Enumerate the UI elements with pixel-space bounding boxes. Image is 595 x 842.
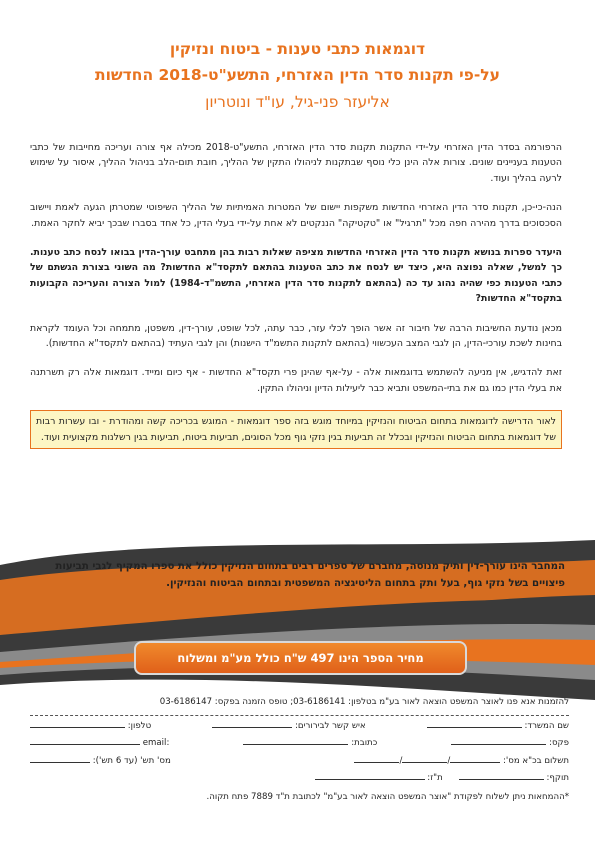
installments-label: מס' תש' (עד 6 תש'): <box>92 755 171 766</box>
paragraph-reform: הרפורמה בסדר הדין האזרחי על-ידי התקנות תקנות סדר הדין האזרחי, התשע"ט-2018 מכילה אף צורה ועריכה מחייבות של כתבי הטענות בעניינים שונים. צורות אלה הינן כלי נוסף שבתקנות לניהולו התקין של ההליך, חובת תום-הלב בניהול ההליך, איסור על שימוש לרעה בהליך ועוד. <box>30 142 562 184</box>
paragraph-goals: הנה-כי-כן, תקנות סדר הדין האזרחי החדשות משקפות יישום של המטרות האמיתיות של ההליך השיפוטי שמטרתן הגעה לאמת ויישוב הסכסוכים בדרך מהירה חפה מכל "תרגיל" או "טקטיקה" הננקטים לא אחת על-ידי בעלי הדין, כל אחד בסברו שבכך יביא לחקר האמת. <box>30 202 562 229</box>
email-label: email: <box>142 738 170 748</box>
id-field[interactable] <box>315 770 425 780</box>
card-field-2[interactable] <box>402 753 447 763</box>
card-label: תשלום בכ"א מס': <box>502 755 569 766</box>
paragraph-importance: מכאן נודעת החשיבות הרבה של חיבור זה אשר הופך לכלי עזר, כבר עתה, לכל שופט, עורך-דין, משפטן, מתמחה וכל העומד לקראת בחינות לשכת עורכי-הדין, הן לגבי המצב העכשווי (בהתאם לתקנות התשמ"ד הישנות) והן לגבי העתיד (בהתאם לתקסד"א החדשות). <box>30 322 562 350</box>
phone-label: טלפון: <box>127 720 152 731</box>
dashed-divider <box>30 715 569 716</box>
checks-note: *ההמחאות ניתן לשלוח לפקודת "אוצר המשפט הוצאה לאור בע"מ" לכתובת ת"ד 7889 פתח תקוה. <box>206 791 569 802</box>
paragraph-questions: היעדר ספרות בנושא תקנות סדר הדין האזרחי החדשות מציפה שאלות רבות בהן מתחבט עורך-הדין בבואו לנסח כתב טענות. כך למשל, שאלה נפוצה היא, כיצד יש לנסח את כתב הטענות בהתאם לתקסד"א החדשות? מה השוני בצורת הגשתם של כתבי הטענות כפי שהיה נהוג עד כה (בהתאם לתקנות סדר הדין האזרחי, התשמ"ד-1984) למול הצורה והעריכה הקבועות בתקסד"א החדשות? <box>30 247 562 305</box>
address-field[interactable] <box>243 735 348 745</box>
card-field-3[interactable] <box>354 753 399 763</box>
card-field-1[interactable] <box>450 753 500 763</box>
order-row-payment <box>30 753 569 771</box>
office-name-field[interactable] <box>427 718 522 728</box>
phone-field[interactable] <box>30 718 125 728</box>
paragraph-emphasis: זאת להדגיש, אין מניעה להשתמש בדוגמאות אלה - על-אף שהינן פרי תקסד"א החדשות - אף כיום ומייד. דוגמאות אלה רק תשרתנה את בעלי הדין כמו גם את בתי-המשפט ותביא כבר ליעילות הדיון וניהולו התקין. <box>30 367 562 394</box>
validity-label: תוקף: <box>546 773 569 783</box>
address-label: כתובת: <box>351 738 378 748</box>
fax-field[interactable] <box>451 735 546 745</box>
fax-label: פקס: <box>549 738 569 748</box>
id-label: ת"ז: <box>427 773 443 783</box>
price-button[interactable]: מחיר הספר הינו 497 ש"ח כולל מע"מ ומשלוח <box>134 641 467 675</box>
order-row-address <box>30 735 569 753</box>
contact-field[interactable] <box>212 718 292 728</box>
validity-field[interactable] <box>459 770 544 780</box>
order-row-name <box>30 718 569 736</box>
slash-separator: / <box>447 755 451 766</box>
contact-label: איש קשר לבירורים: <box>295 720 366 731</box>
slash-separator: / <box>399 755 403 766</box>
office-name-label: שם המשרד: <box>524 720 569 731</box>
author-line: אליעזר פני-גיל, עו"ד ונוטריון <box>205 93 390 111</box>
main-title: דוגמאות כתבי טענות - ביטוח ונזיקין <box>169 40 426 58</box>
order-row-validity <box>30 770 569 788</box>
highlight-box: לאור הדרישה לדוגמאות בתחום הביטוח והנזיקין במיוחד מוגש בזה ספר דוגמאות - המוגש בכריכה קשה ומהודרת - ובו עשרות רבות של דוגמאות בתחום הביטוח והנזיקין ובכלל זה תביעות בגין נזקי גוף מכל הסוגים, תביעות ביטוח, תביעות בגין רשלנות מקצועית ועוד. <box>30 410 562 449</box>
body-text <box>30 140 562 459</box>
author-paragraph: המחבר הינו עורך-דין ותיק מנוסה, מחברם של ספרים רבים בתחום הנזיקין כולל את ספרו המקיף לגבי תביעות פיצויים בשל נזקי גוף, בעל ותק בתחום הליטיגציה המשפטית ובתחום הביטוח והנזיקין. <box>55 561 565 589</box>
order-intro: להזמנות אנא פנו לאוצר המשפט הוצאה לאור בע"מ בטלפון: 03-6186141; טופס הזמנה בפקס: 03-6186147 <box>159 697 569 707</box>
email-field[interactable] <box>30 735 140 745</box>
installments-field[interactable] <box>30 753 90 763</box>
order-form <box>30 694 569 806</box>
subtitle: על-פי תקנות סדר הדין האזרחי, התשע"ט-2018 החדשות <box>95 66 500 84</box>
page-header <box>20 36 575 116</box>
